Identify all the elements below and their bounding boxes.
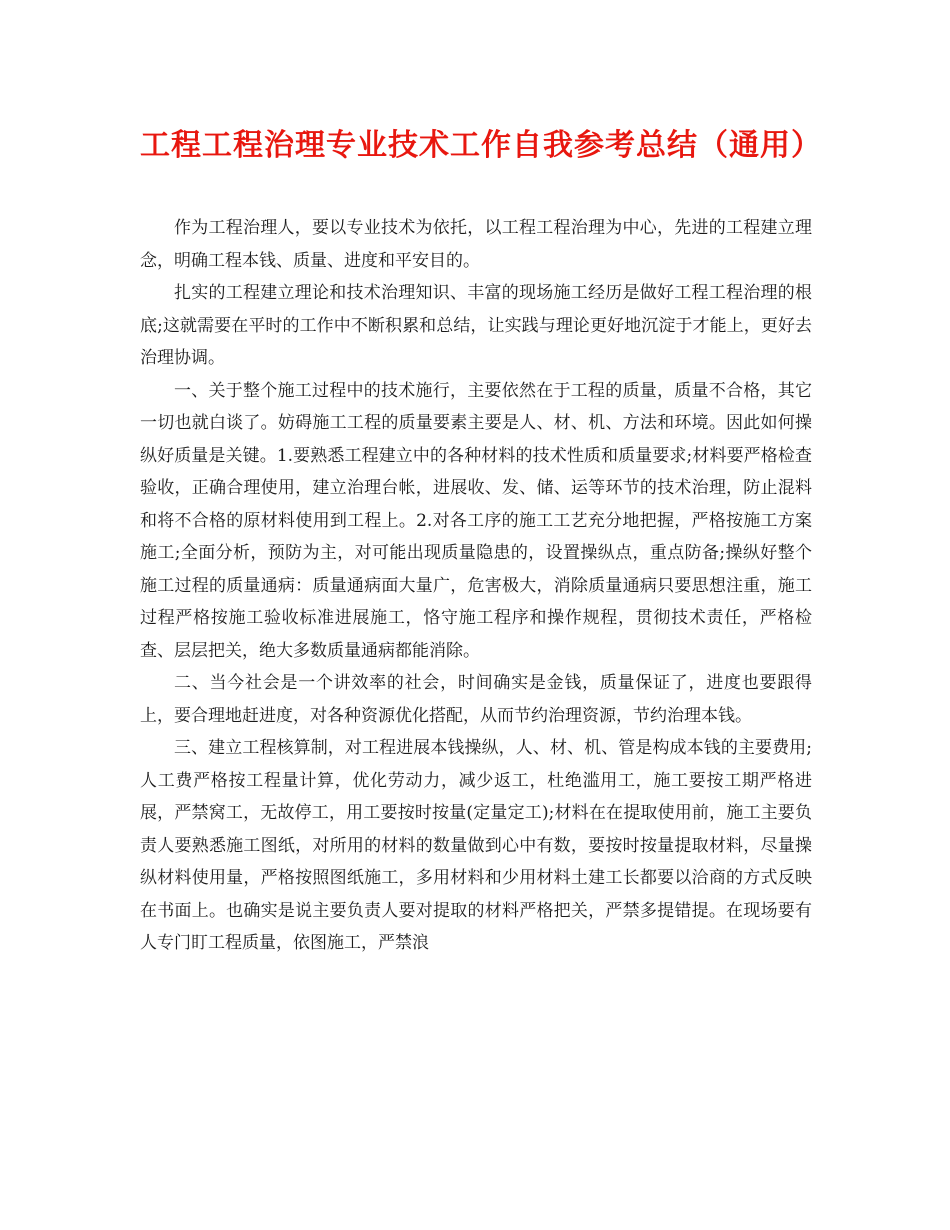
paragraph-quality: 一、关于整个施工过程中的技术施行，主要依然在于工程的质量，质量不合格，其它一切也就白谈了。妨碍施工工程的质量要素主要是人、材、机、方法和环境。因此如何操纵好质量是关键。1.要熟悉工程建立中的各种材料的技术性质和质量要求;材料要严格检查验收，正确合理使用，建立治理台帐，进展收、发、储、运等环节的技术治理，防止混料和将不合格的原材料使用到工程上。2.对各工序的施工工艺充分地把握，严格按施工方案施工;全面分析，预防为主，对可能出现质量隐患的，设置操纵点，重点防备;操纵好整个施工过程的质量通病：质量通病面大量广，危害极大，消除质量通病只要思想注重，施工过程严格按施工验收标准进展施工，恪守施工程序和操作规程，贯彻技术责任，严格检查、层层把关，绝大多数质量通病都能消除。 [140,380,812,661]
paragraph-intro: 作为工程治理人，要以专业技术为依托，以工程工程治理为中心，先进的工程建立理念，明确工程本钱、质量、进度和平安目的。 [140,218,812,271]
document-body [140,212,812,960]
paragraph-schedule: 二、当今社会是一个讲效率的社会，时间确实是金钱，质量保证了，进度也要跟得上，要合理地赶进度，对各种资源优化搭配，从而节约治理资源，节约治理本钱。 [140,673,812,726]
paragraph-foundation: 扎实的工程建立理论和技术治理知识、丰富的现场施工经历是做好工程工程治理的根底;这就需要在平时的工作中不断积累和总结，让实践与理论更好地沉淀于才能上，更好去治理协调。 [140,283,812,368]
paragraph-cost: 三、建立工程核算制，对工程进展本钱操纵，人、材、机、管是构成本钱的主要费用;人工费严格按工程量计算，优化劳动力，减少返工，杜绝滥用工，施工要按工期严格进展，严禁窝工，无故停工，用工要按时按量(定量定工);材料在在提取使用前，施工主要负责人要熟悉施工图纸，对所用的材料的数量做到心中有数，要按时按量提取材料，尽量操纵材料使用量，严格按照图纸施工，多用材料和少用材料土建工长都要以洽商的方式反映在书面上。也确实是说主要负责人要对提取的材料严格把关，严禁多提错提。在现场要有人专门盯工程质量，依图施工，严禁浪 [140,738,812,953]
document-title: 工程工程治理专业技术工作自我参考总结（通用） [140,128,822,163]
